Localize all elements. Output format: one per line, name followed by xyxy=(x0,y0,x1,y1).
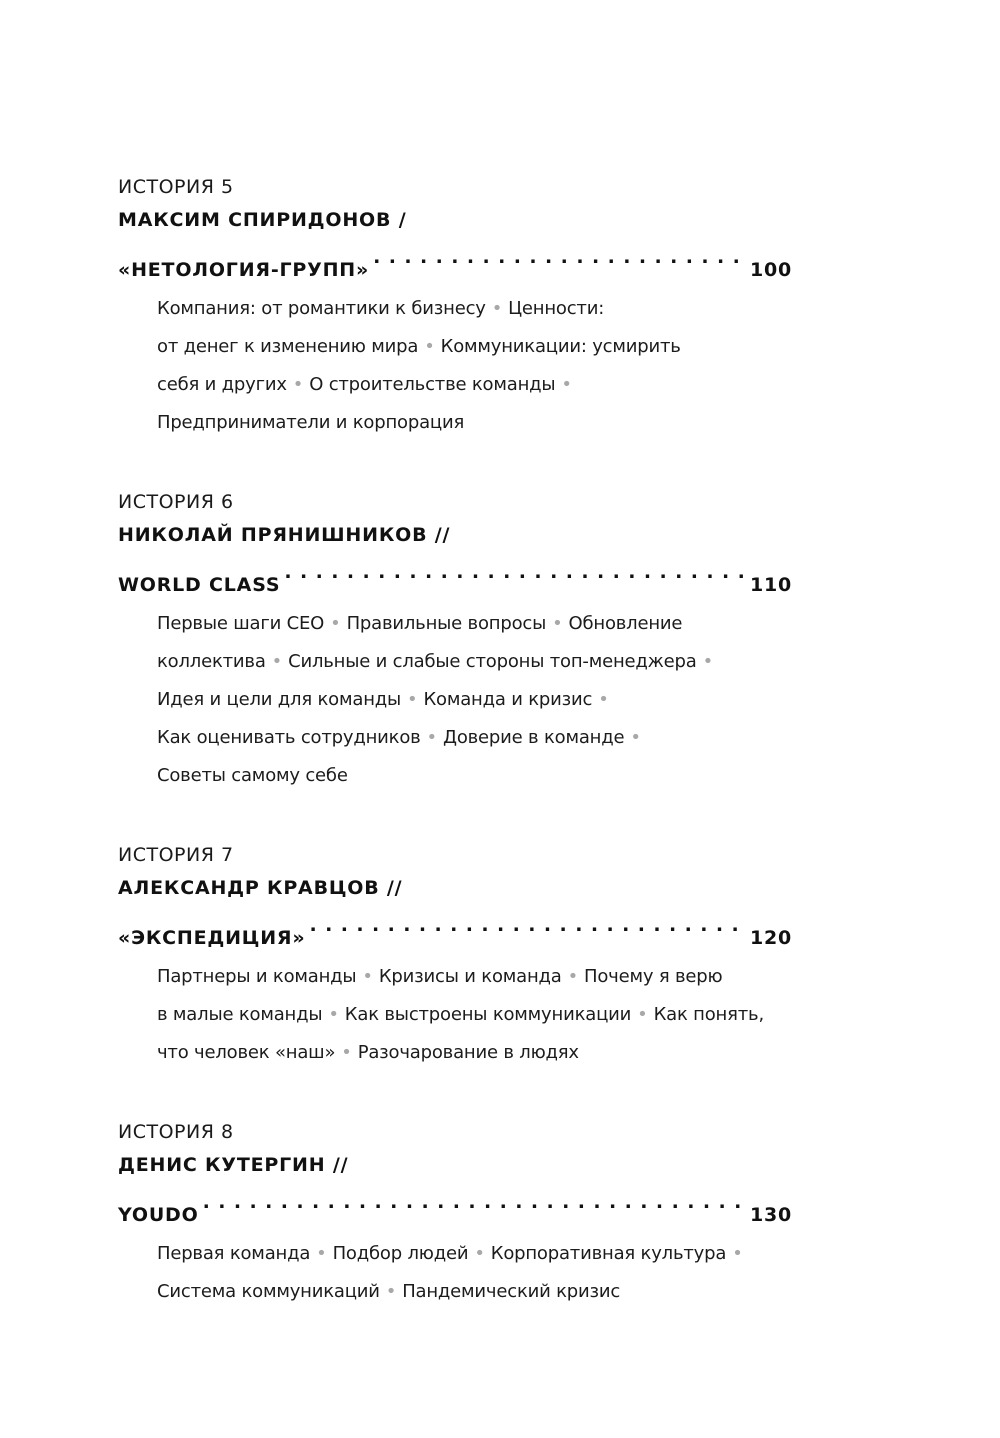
topic: Партнеры и команды xyxy=(157,966,357,987)
story-label: ИСТОРИЯ 7 xyxy=(118,844,234,866)
bullet: • xyxy=(567,966,579,987)
topic: Разочарование в людях xyxy=(357,1042,579,1063)
story-8 xyxy=(118,1117,792,1311)
topic: Первая команда xyxy=(157,1243,311,1264)
topic: Компания: от романтики к бизнесу xyxy=(157,298,486,319)
story-author: ДЕНИС КУТЕРГИН // xyxy=(118,1154,349,1176)
topic-line xyxy=(157,1034,792,1072)
bullet: • xyxy=(385,1281,397,1302)
story-label: ИСТОРИЯ 6 xyxy=(118,491,234,513)
story-author: АЛЕКСАНДР КРАВЦОВ // xyxy=(118,877,403,899)
topic: что человек «наш» xyxy=(157,1042,336,1063)
topic: О строительстве команды xyxy=(309,374,556,395)
story-6 xyxy=(118,487,792,795)
bullet: • xyxy=(292,374,304,395)
topic: себя и других xyxy=(157,374,287,395)
topic-line xyxy=(157,290,792,328)
bullet: • xyxy=(271,651,283,672)
topic: коллектива xyxy=(157,651,266,672)
bullet: • xyxy=(474,1243,485,1264)
story-7 xyxy=(118,840,792,1072)
bullet: • xyxy=(328,1004,339,1025)
story-5 xyxy=(118,172,792,442)
page-number: 120 xyxy=(749,927,792,949)
topic-line xyxy=(157,681,792,719)
topic: Идея и цели для команды xyxy=(157,689,402,710)
bullet: • xyxy=(598,689,609,710)
topic: в малые команды xyxy=(157,1004,323,1025)
topics xyxy=(118,1235,792,1311)
dot-leader xyxy=(309,907,746,944)
bullet: • xyxy=(491,298,503,319)
bullet: • xyxy=(316,1243,327,1264)
topic-line xyxy=(157,366,792,404)
topic-line xyxy=(157,719,792,757)
bullet: • xyxy=(362,966,373,987)
bullet: • xyxy=(424,336,435,357)
story-label: ИСТОРИЯ 8 xyxy=(118,1121,234,1143)
topic: Советы самому себе xyxy=(157,765,348,786)
page-number: 100 xyxy=(749,259,792,281)
bullet: • xyxy=(702,651,714,672)
page-number: 110 xyxy=(749,574,792,596)
topic-line xyxy=(157,643,792,681)
topic: Команда и кризис xyxy=(423,689,593,710)
topics xyxy=(118,290,792,442)
topic-line xyxy=(157,996,792,1034)
topic: Как оценивать сотрудников xyxy=(157,727,421,748)
topic: Пандемический кризис xyxy=(402,1281,621,1302)
topic-line xyxy=(157,328,792,366)
toc-entry[interactable] xyxy=(118,907,792,949)
toc-entry[interactable] xyxy=(118,1184,792,1226)
toc-entry[interactable] xyxy=(118,554,792,596)
bullet: • xyxy=(630,727,641,748)
bullet: • xyxy=(637,1004,648,1025)
topic: Коммуникации: усмирить xyxy=(440,336,681,357)
topic: Как выстроены коммуникации xyxy=(344,1004,632,1025)
topic-line xyxy=(157,757,792,795)
topic-line xyxy=(157,1273,792,1311)
topic: Почему я верю xyxy=(584,966,723,987)
topic: Ценности: xyxy=(508,298,605,319)
toc-company: «ЭКСПЕДИЦИЯ» xyxy=(118,927,306,949)
toc-company: YOUDO xyxy=(118,1204,199,1226)
bullet: • xyxy=(341,1042,352,1063)
bullet: • xyxy=(732,1243,743,1264)
topic-line xyxy=(157,958,792,996)
story-author: НИКОЛАЙ ПРЯНИШНИКОВ // xyxy=(118,524,451,546)
bullet: • xyxy=(552,613,563,634)
story-author: МАКСИМ СПИРИДОНОВ / xyxy=(118,209,407,231)
topic: от денег к изменению мира xyxy=(157,336,419,357)
page-number: 130 xyxy=(749,1204,792,1226)
toc-company: WORLD CLASS xyxy=(118,574,281,596)
topic: Обновление xyxy=(568,613,683,634)
toc-company: «НЕТОЛОГИЯ-ГРУПП» xyxy=(118,259,370,281)
topic: Доверие в команде xyxy=(442,727,625,748)
topic: Первые шаги CEO xyxy=(157,613,325,634)
topic: Корпоративная культура xyxy=(490,1243,727,1264)
dot-leader xyxy=(373,239,746,276)
topics xyxy=(118,605,792,795)
topic-line xyxy=(157,404,792,442)
topic: Кризисы и команда xyxy=(378,966,562,987)
bullet: • xyxy=(426,727,437,748)
dot-leader xyxy=(203,1184,746,1221)
bullet: • xyxy=(407,689,418,710)
topic: Правильные вопросы xyxy=(346,613,547,634)
topic: Подбор людей xyxy=(332,1243,469,1264)
dot-leader xyxy=(284,554,746,591)
topic-line xyxy=(157,1235,792,1273)
bullet: • xyxy=(561,374,572,395)
topic: Предприниматели и корпорация xyxy=(157,412,465,433)
topic-line xyxy=(157,605,792,643)
topic: Система коммуникаций xyxy=(157,1281,380,1302)
bullet: • xyxy=(330,613,341,634)
topic: Как понять, xyxy=(653,1004,764,1025)
topic: Сильные и слабые стороны топ-менеджера xyxy=(288,651,697,672)
topics xyxy=(118,958,792,1072)
toc-entry[interactable] xyxy=(118,239,792,281)
story-label: ИСТОРИЯ 5 xyxy=(118,176,234,198)
